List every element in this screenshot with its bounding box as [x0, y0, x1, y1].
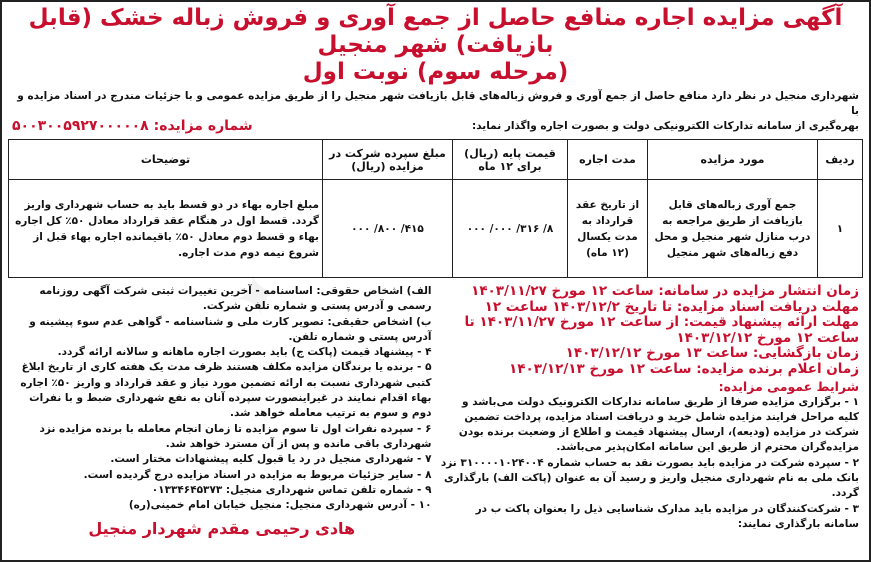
table-row [9, 180, 863, 278]
auction-table [8, 139, 863, 278]
lower-section [8, 284, 863, 562]
header-notes: توضیحات [9, 140, 323, 180]
intro-line-2 [12, 119, 859, 134]
schedule-item: زمان بازگشایی: ساعت ۱۳ مورخ ۱۴۰۳/۱۲/۱۲ [565, 345, 859, 361]
title-line-1: آگهی مزایده اجاره منافع حاصل از جمع آوری و فروش زباله خشک (قابل بازیافت) شهر منجیل [28, 5, 843, 58]
title-line-2: (مرحله سوم) نوبت اول [302, 59, 569, 85]
condition-item: ۸ - سایر جزئیات مربوط به مزایده در اسناد مزایده درج گردیده است. [83, 468, 432, 481]
condition-item: الف) اشخاص حقوقی: اساسنامه - آخرین تغییرات ثبتی شرکت آگهی روزنامه رسمی و آدرس پستی و شماره تلفن شرکت. [39, 285, 432, 313]
intro-paragraph [8, 89, 863, 134]
watermark: ✦ [225, 257, 290, 337]
header-deposit: مبلغ سپرده شرکت در مزایده (ریال) [323, 140, 453, 180]
header-item: مورد مزایده [648, 140, 818, 180]
condition-item: ۲ - سپرده شرکت در مزایده باید بصورت نقد به حساب شماره ۳۱۰۰۰۰۱۰۲۴۰۰۴ نزد بانک ملی به نام شهرداری منجیل واریز و رسید آن به عنوان (پاکت الف) بارگذاری گردد. [440, 456, 859, 500]
header-index: ردیف [818, 140, 863, 180]
general-conditions-heading: شرایط عمومی مزایده: [718, 379, 859, 394]
cell-notes: مبلغ اجاره بهاء در دو قسط باید به حساب شهرداری واریز گردد. قسط اول در هنگام عقد قرارداد معادل ۵۰٪ کل اجاره بهاء و قسط دوم معادل ۵۰٪ باقیمانده اجاره بهاء قبل از شروع نیمه دوم مدت اجاره. [9, 180, 323, 278]
conditions-column [8, 284, 436, 562]
cell-deposit: ۴۱۵/ ۸۰۰/ ۰۰۰ [323, 180, 453, 278]
intro-line-1: شهرداری منجیل در نظر دارد منافع حاصل از جمع آوری و فروش زباله‌های قابل بازیافت شهر منجیل را از طریق مزایده عمومی و با جزئیات مندرج در اسناد مزایده و با [17, 90, 859, 117]
condition-item: ب) اشخاص حقیقی: تصویر کارت ملی و شناسنامه - گواهی عدم سوء پیشینه و آدرس پستی و شماره تلفن. [29, 315, 432, 343]
cell-item: جمع آوری زباله‌های قابل بازیافت از طریق مراجعه به درب منازل شهر منجیل و محل دفع زباله‌های شهر منجیل [648, 180, 818, 278]
schedule-item: مهلت دریافت اسناد مزایده: تا تاریخ ۱۴۰۳/۱۲/۲ ساعت ۱۲ [484, 298, 859, 315]
header-base-price: قیمت پایه (ریال) برای ۱۲ ماه [453, 140, 568, 180]
schedule-column [436, 284, 864, 562]
cell-base-price: ۸/ ۳۱۶/ ۰۰۰/ ۰۰۰ [453, 180, 568, 278]
condition-item: ۹ - شماره تلفن تماس شهرداری منجیل: ۰۱۳۳۴۶۴۵۳۷۳ [151, 483, 432, 496]
auction-number: شماره مزایده: ۵۰۰۳۰۰۵۹۲۷۰۰۰۰۰۸ [12, 118, 253, 134]
cell-duration: از تاریخ عقد قرارداد به مدت یکسال (۱۲ ماه) [568, 180, 648, 278]
intro-line-2-text: بهره‌گیری از سامانه تدارکات الکترونیکی دولت و بصورت اجاره واگذار نماید: [472, 120, 859, 132]
table-header-row [9, 140, 863, 180]
condition-item: ۱۰ - آدرس شهرداری منجیل: منجیل خیابان امام خمینی(ره) [128, 499, 432, 512]
condition-item: ۶ - سپرده نفرات اول تا سوم مزایده تا زمان انجام معامله با برنده مزایده نزد شهرداری باقی مانده و پس از آن مسترد خواهد شد. [39, 422, 432, 450]
mayor-signature: هادی رحیمی مقدم شهردار منجیل [88, 519, 356, 539]
condition-item: ۴ - پیشنهاد قیمت (پاکت ج) باید بصورت اجاره ماهانه و سالانه ارائه گردد. [57, 346, 432, 359]
condition-item: ۷ - شهرداری منجیل در رد یا قبول کلیه پیشنهادات مختار است. [110, 453, 432, 466]
schedule-item: زمان اعلام برنده مزایده: ساعت ۱۲ مورخ ۱۴۰۳/۱۲/۱۳ [509, 360, 859, 377]
notice-title [8, 5, 863, 86]
condition-item: ۵ - برنده یا برندگان مزایده مکلف هستند ظرف مدت یک هفته کاری از تاریخ ابلاغ کتبی شهرداری نسبت به ارائه تضمین مورد نیاز و عقد قرارداد و واریز ۵۰٪ اجاره بهاء اقدام نمایند در غیراینصورت سپرده آنان به نفع شهرداری ضبط و با نفرات دوم و سوم به ترتیب معامله خواهد شد. [20, 361, 432, 420]
condition-item: ۳ - شرکت‌کنندگان در مزایده باید مدارک شناسایی ذیل را بعنوان پاکت ب در سامانه بارگذاری نمایند: [475, 502, 859, 530]
schedule-item: زمان انتشار مزایده در سامانه: ساعت ۱۲ مورخ ۱۴۰۳/۱۱/۲۷ [471, 283, 859, 299]
schedule-item: مهلت ارائه پیشنهاد قیمت: از ساعت ۱۲ مورخ ۱۴۰۳/۱۱/۲۷ تا ساعت ۱۲ مورخ ۱۴۰۳/۱۲/۱۲ [464, 314, 859, 346]
header-duration: مدت اجاره [568, 140, 648, 180]
cell-index: ۱ [818, 180, 863, 278]
condition-item: ۱ - برگزاری مزایده صرفا از طریق سامانه تدارکات الکترونیک دولت می‌باشد و کلیه مراحل فرایند مزایده شامل خرید و دریافت اسناد مزایده، پرداخت تضمین شرکت در مزایده (ودیعه)، ارسال پیشنهاد قیمت و اطلاع از وضعیت برنده بودن مزایده‌گران محترم از طریق این سامانه امکان‌پذیر می‌باشد. [458, 395, 859, 454]
